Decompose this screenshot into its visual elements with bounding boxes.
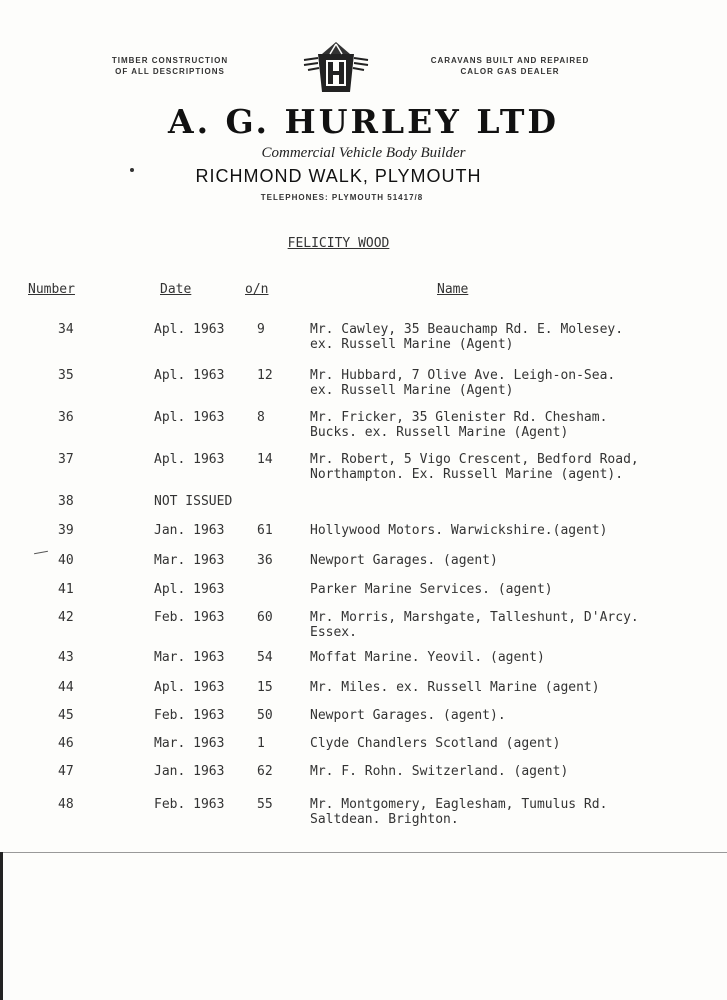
row-name-line: Mr. Robert, 5 Vigo Crescent, Bedford Road, <box>310 452 639 467</box>
row-name-line: Mr. F. Rohn. Switzerland. (agent) <box>310 764 569 779</box>
row-order-number: 54 <box>257 650 273 665</box>
row-name-line: Clyde Chandlers Scotland (agent) <box>310 736 561 751</box>
row-name-line: Hollywood Motors. Warwickshire.(agent) <box>310 523 608 538</box>
row-name <box>310 680 710 695</box>
row-date: Feb. 1963 <box>154 797 225 812</box>
header-date: Date <box>160 282 192 297</box>
row-date: Apl. 1963 <box>154 410 225 425</box>
row-number: 45 <box>58 708 74 723</box>
row-name-line: ex. Russell Marine (Agent) <box>310 383 514 398</box>
page-edge-left <box>0 852 3 1000</box>
company-phone: TELEPHONES: PLYMOUTH 51417/8 <box>260 193 424 202</box>
row-number: 35 <box>58 368 74 383</box>
row-order-number: 14 <box>257 452 273 467</box>
row-date: Feb. 1963 <box>154 610 225 625</box>
row-name-line: Mr. Cawley, 35 Beauchamp Rd. E. Molesey. <box>310 322 624 337</box>
row-number: 46 <box>58 736 74 751</box>
row-order-number: 55 <box>257 797 273 812</box>
row-date: Mar. 1963 <box>154 553 225 568</box>
row-name-line: Mr. Miles. ex. Russell Marine (agent) <box>310 680 600 695</box>
row-date: Apl. 1963 <box>154 680 225 695</box>
tagline-right <box>425 55 595 77</box>
row-order-number: 1 <box>257 736 265 751</box>
row-name-line: Newport Garages. (agent) <box>310 553 498 568</box>
row-number: 47 <box>58 764 74 779</box>
row-name-line: Newport Garages. (agent). <box>310 708 506 723</box>
row-name <box>310 368 710 398</box>
tagline-right-line1: CARAVANS BUILT AND REPAIRED <box>430 56 590 65</box>
row-order-number: 15 <box>257 680 273 695</box>
row-name-line: Mr. Morris, Marshgate, Talleshunt, D'Arcy. <box>310 610 639 625</box>
header-name: Name <box>437 282 469 297</box>
document-title: FELICITY WOOD <box>287 236 390 251</box>
row-order-number: 9 <box>257 322 265 337</box>
row-date: Apl. 1963 <box>154 368 225 383</box>
header-number: Number <box>28 282 75 297</box>
company-address: RICHMOND WALK, PLYMOUTH <box>195 166 482 186</box>
row-number: 38 <box>58 494 74 509</box>
row-number: 41 <box>58 582 74 597</box>
row-name <box>310 322 710 352</box>
row-name <box>310 736 710 751</box>
row-name-line: Northampton. Ex. Russell Marine (agent). <box>310 467 624 482</box>
row-name-line: Mr. Hubbard, 7 Olive Ave. Leigh-on-Sea. <box>310 368 616 383</box>
row-number: 40 <box>58 553 74 568</box>
row-name <box>310 764 710 779</box>
pen-mark <box>34 551 48 554</box>
row-date: Mar. 1963 <box>154 650 225 665</box>
row-name <box>310 452 710 482</box>
row-date: Apl. 1963 <box>154 582 225 597</box>
company-name: A. G. HURLEY LTD <box>167 102 560 141</box>
row-name-line: Mr. Fricker, 35 Glenister Rd. Chesham. <box>310 410 608 425</box>
row-name-line: Moffat Marine. Yeovil. (agent) <box>310 650 545 665</box>
row-name-line: Bucks. ex. Russell Marine (Agent) <box>310 425 569 440</box>
row-date: Jan. 1963 <box>154 523 225 538</box>
row-date: Jan. 1963 <box>154 764 225 779</box>
company-subtitle: Commercial Vehicle Body Builder <box>261 145 466 161</box>
row-order-number: 61 <box>257 523 273 538</box>
row-name <box>310 797 710 827</box>
row-number: 42 <box>58 610 74 625</box>
row-date: Mar. 1963 <box>154 736 225 751</box>
tagline-left <box>95 55 245 77</box>
tagline-right-line2: CALOR GAS DEALER <box>460 67 560 76</box>
row-name <box>310 610 710 640</box>
row-name <box>310 410 710 440</box>
row-number: 37 <box>58 452 74 467</box>
page-edge-rule <box>0 852 727 853</box>
row-order-number: 50 <box>257 708 273 723</box>
row-number: 39 <box>58 523 74 538</box>
row-name-line: Saltdean. Brighton. <box>310 812 459 827</box>
row-order-number: 36 <box>257 553 273 568</box>
row-name <box>310 553 710 568</box>
row-number: 43 <box>58 650 74 665</box>
row-order-number: 12 <box>257 368 273 383</box>
header-on: o/n <box>245 282 269 297</box>
row-number: 34 <box>58 322 74 337</box>
row-number: 36 <box>58 410 74 425</box>
row-name <box>310 708 710 723</box>
tagline-left-line2: OF ALL DESCRIPTIONS <box>115 67 225 76</box>
row-order-number: 8 <box>257 410 265 425</box>
row-number: 48 <box>58 797 74 812</box>
row-name <box>310 650 710 665</box>
row-name <box>310 582 710 597</box>
row-order-number: 62 <box>257 764 273 779</box>
row-date: Apl. 1963 <box>154 322 225 337</box>
row-date: NOT ISSUED <box>154 494 233 509</box>
row-name-line: Mr. Montgomery, Eaglesham, Tumulus Rd. <box>310 797 608 812</box>
hurley-crest-logo <box>300 40 372 96</box>
row-order-number: 60 <box>257 610 273 625</box>
tagline-left-line1: TIMBER CONSTRUCTION <box>111 56 229 65</box>
row-name-line: Essex. <box>310 625 357 640</box>
row-date: Apl. 1963 <box>154 452 225 467</box>
row-name-line: ex. Russell Marine (Agent) <box>310 337 514 352</box>
row-date: Feb. 1963 <box>154 708 225 723</box>
row-number: 44 <box>58 680 74 695</box>
row-name <box>310 523 710 538</box>
row-name-line: Parker Marine Services. (agent) <box>310 582 553 597</box>
